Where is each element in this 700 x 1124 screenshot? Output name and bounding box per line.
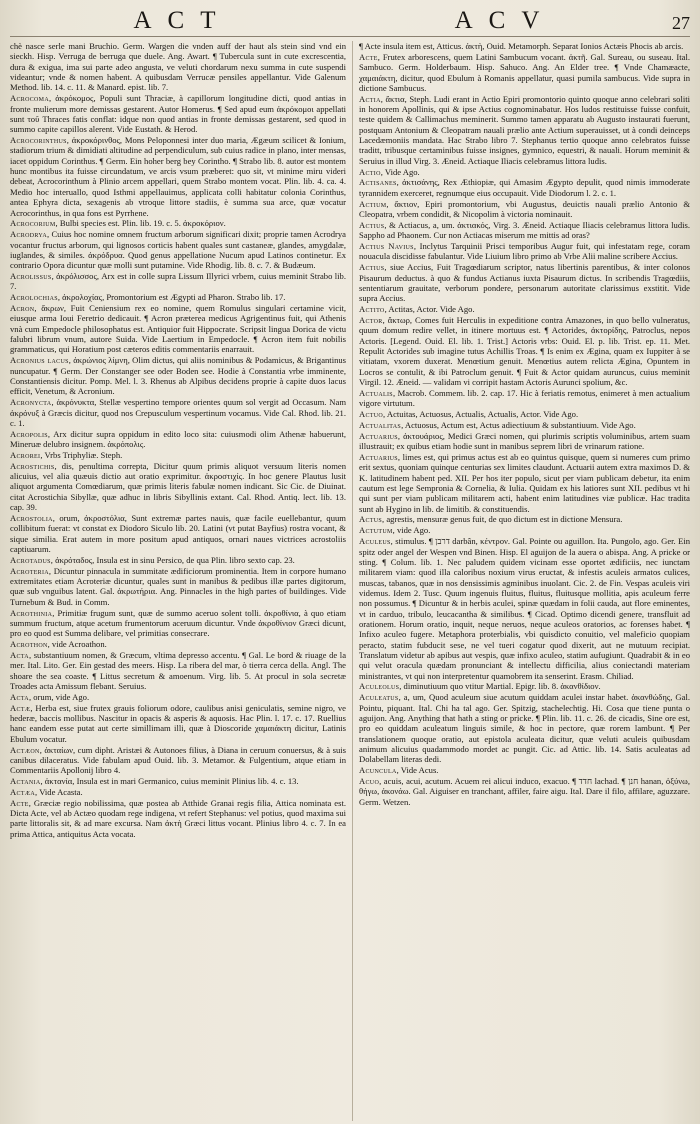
entry-headword: Acta <box>10 649 29 660</box>
dictionary-entry: Acuncula, Vide Acus. <box>359 765 439 776</box>
dictionary-entry: Actia, ἄκτια, Steph. Ludi erant in Actio Epiri promontorio quinto quoque anno celebrari soliti in honorem Apollinis, qui & ipse Actius cognominabatur. Hos ludos restituisse fuisse confuit, teste quidem & Callimachus meminerit. Summo tamen apparatu ab Augusto instaurati fuerunt, postquam Antonium & Cleopatram nauali prælio ante Actium superauisset, ut à condi deinceps Lacedæmoniis mandata. Hac Strabo libro 7. Stephanus tertio quoque anno celebratos fuisse traditt, tribusque certaminibus fuisse insignes, gymnico, equestri, & nauali. Horum meminit & Seruius in illud Virg. 3. Æneid. Actiaque Iliacis celebramus littora ludis. <box>359 93 690 166</box>
dictionary-entry: Acta, substantiuum nomen, & Græcum, vltima depresso accentu. ¶ Gal. Le bord & riuage de la mer. Ital. Lito. Ger. Ein gestad des meers. Hisp. La ribera del mar, ò tierra cerca della. Angl. The shoare the sea coaste. ¶ Littus secretum & amoenum. Virg. lib. 5. At procul in sola secretæ Troades acta Amissum flebant. Seruius. <box>10 649 347 691</box>
entry-text: Arx dicitur supra oppidum in edito loco sita: cuiusmodi olim Athenæ habuerunt, Mineruæ delubro insignem. ἀκρόπολις. <box>10 428 347 450</box>
entry-headword: Acrothinia <box>10 607 53 618</box>
entry-headword: Acrothon <box>10 639 48 650</box>
entry-headword: Acte <box>359 51 378 62</box>
entry-text: Frutex arborescens, quem Latini Sambucum vocant. ἀκτῆ. Gal. Sureau, ou suseau. Ital. Sambuco. Germ. Holderbaum. Hisp. Sahuco. Ang. An Elder tree. ¶ Vnde Chamæacte, χαμαιάκτη, dicitur, quod Ebulum à Romanis appellatur, quasi pumila sambucus. Vide supra in dictione Sambucus. <box>359 51 690 93</box>
entry-text: & Actiacus, a, um. ἀκτιακός, Virg. 3. Æneid. Actiaque Iliacis celebramus littora ludis. Sappho ad Phaonem. Cur non Actiacas miserum me mittis ad oras? <box>359 219 690 241</box>
entry-text: Primitiæ frugum sunt, quæ de summo aceruo solent tolli. ἀκροθίνια, à quo etiam summum fructum, atque acetum frumentorum aceruum dicuntur. Vnde ἀκροθίνιον Græci dicunt, pro eo quod est Summa delibare, vel primitias consecrare. <box>10 607 346 639</box>
entry-text: ἀκτανία, Insula est in mari Germanico, cuius meminit Plinius lib. 4. c. 13. <box>44 776 299 787</box>
dictionary-entry: Aculeolus, diminutiuum quo vtitur Martial. Epigr. lib. 8. ἀκανθίδιον. <box>359 681 601 692</box>
page-number: 27 <box>672 13 690 33</box>
entry-headword: Acuncula <box>359 765 397 776</box>
entry-text: vide Acroathon. <box>51 639 107 650</box>
entry-headword: Actium <box>359 198 387 209</box>
dictionary-entry: Acropolis, Arx dicitur supra oppidum in edito loco sita: cuiusmodi olim Athenæ habuerunt, Mineruæ delubro insignem. ἀκρόπολις. <box>10 428 347 450</box>
entry-headword: Acrocorium <box>10 218 56 229</box>
dictionary-entry: Acrodrya, Cuius hoc nomine omnem fructum arborum significari dixit; proprie tamen Acrodrya vocantur fructus arborum, qui lignosos corticis habent quales sunt castaneæ, glandes, amygdalæ, iuglandes, & similes. ἀκρόδρυα. Quod genus appellatione Nucum apud Latinos continetur. Ex contrario Opora dicuntur quæ molli sunt putamine. Vide Rhodig. lib. 8. c. 7. & Budæum. <box>10 229 346 271</box>
dictionary-entry: Actus, agrestis, mensuræ genus fuit, de quo dictum est in dictione Mensura. <box>359 514 623 525</box>
entry-headword: Acta <box>10 691 29 702</box>
dictionary-entry: Acron, ἄκρων, Fuit Ceniensium rex eo nomine, quem Romulus singulari certamine vicit, eiusque arma Ioui Feretrio dedicauit. ¶ Acron præterea medicus Agrigentinus fuit, qui Athenis vnà cum Empedocle philosophatus est. Antiquior fuit Hippocrate. Scripsit lingua Dorica de victu falubri librum vnum, autore Suida. Vide Laertium in Empedocle. ¶ Acron item fuit nobilis grammaticus, qui Horatium post cæteros editis commentariis enarrauit. <box>10 303 347 355</box>
dictionary-entry: Acronycta, ἀκρόνυκτα, Stellæ vespertino tempore orientes quum sol vergit ad Occasum. Nam ἀκρόνυξ à Græcis dicitur, quod nos Crepusculum vespertinum vocamus. Vide Cal. Rhod. lib. 21. c. 1. <box>10 397 346 428</box>
entry-text: ἀκρόνυκτα, Stellæ vespertino tempore orientes quum sol vergit ad Occasum. Nam ἀκρόνυξ à Græcis dicitur, quod nos Crepusculum vespertinum vocamus. Vide Cal. Rhod. lib. 21. c. 1. <box>10 397 346 428</box>
dictionary-entry: Acroteria, Dicuntur pinnacula in summitate ædificiorum prominentia. Item in corpore humano extremitates etiam Acroteriæ dicuntur, quales sunt in manibus & pedibus illæ partes digitorum, quæ sub vnguibus latent. Gal. ἀκρωτήρια. Ang. Pinnacles in the high partes of buildinges. Vide Turnebum & Bud. in Comm. <box>10 565 346 607</box>
dictionary-entry: Actæa, Vide Acasta. <box>10 786 83 797</box>
dictionary-entry: Actania, ἀκτανία, Insula est in mari Germanico, cuius meminit Plinius lib. 4. c. 13. <box>10 776 299 787</box>
entry-text: Vide Acus. <box>400 765 439 776</box>
dictionary-entry: Acrolissus, ἀκρόλισσος, Arx est in colle supra Lissum Illyrici vrbem, cuius meminit Strabo lib. 7. <box>10 271 347 292</box>
entry-text: stimulus. ¶ דרבן darbân, κέντρον. Gal. Pointe ou aguillon. Ita. Pungolo, ago. Ger. Ein spitz oder angel der Wespen vnd Binen. Hisp. El aguijon de la auera o abispa. Ang. A pricke or sting. ¶ Colum. lib. 1. Nec paludem quidem vicinam esse oportet ædificiis, nec iunctam militarem viam: quod illa caloribus noxium virus eructat, & infestis aculeis armatos culices, muscas, tabanos, quæ in nos densissimis agminibus inuolant. Cic. 2. de Fin. Vespas aculeis viri videmus. Idem 2. Tusc. Quum ingenuis fluitus, fluitus, fluitusque mollitia, apis aculeum ferre non possumus. ¶ Dicuntur & in herbis aculei, spinæ quædam in folii cauda, aut flore eminentes, vt in carduo, tribulo, leucacantha & similibus. ¶ Cicad. Optimo dicendi genere, transfluit ad orationem. Horum oratio, inquit, neque neruos, neque aculeos oratorios, ac forenses habet. ¶ Infixo aculeo fugere. Metaphora proterbialis, vbi quisdicto conuitio, vel maleficio quopiam peracto, statim fubducit sese, ne vel tueri cogatur quod dixerit, aut ne mutuum recipiat. Translatum videtur ab apibus aut vespis, quæ infixo aculeo, statim aufugiunt. Quadrabit & in eo qui velut oracula quædam pronunciant & intellectu difficilia, alius coniectandi materiam ministrantes, vt qui non interpretentur quamobrem ita senserint. Erasm. Chiliad. <box>359 536 690 681</box>
dictionary-entry: Acuo, acuis, acui, acutum. Acuem rei alicui induco, exacuo. ¶ חדד lachad. ¶ חנן hanan, ὀξύνω, θήγω, ἀκονάω. Gal. Aiguiser en tranchant, affiler, faire aigu. Ital. Dare il filo, affilare, aguzzare. Germ. Wetzen. <box>359 776 690 807</box>
entry-text: Cuius hoc nomine omnem fructum arborum significari dixit; proprie tamen Acrodrya vocantur fructus arborum, qui lignosos corticis habent quales sunt castaneæ, glandes, amygdalæ, iuglandes, & similes. ἀκρόδρυα. Quod genus appellatione Nucum apud Latinos continetur. Ex contrario Opora dicuntur quæ molli sunt putamine. Vide Rhodig. lib. 8. c. 7. & Budæum. <box>10 229 346 271</box>
entry-text: ἄκρων, Fuit Ceniensium rex eo nomine, quem Romulus singulari certamine vicit, eiusque arma Ioui Feretrio dedicauit. ¶ Acron præterea medicus Agrigentinus fuit, qui Athenis vnà cum Empedocle philosophatus est. Antiquior fuit Hippocrate. Scripsit lingua Dorica de victu falubri librum vnum, autore Suida. Vide Laertium in Empedocle. ¶ Acron item fuit nobilis grammaticus, qui Horatium post cæteros editis commentariis enarrauit. <box>10 303 347 355</box>
dictionary-entry: Acrolochias, ἀκρολοχίας, Promontorium est Ægypti ad Pharon. Strabo lib. 17. <box>10 292 286 303</box>
entry-text: ἀκρόλισσος, Arx est in colle supra Lissum Illyrici vrbem, cuius meminit Strabo lib. 7. <box>10 271 347 292</box>
entry-text: limes est, qui primus actus est ab eo quintus quisque, quem si numeres cum primo erit sextus, quoniam quinque centurias sex limites claudunt. Actuarii autem extra maximos D. & K. latitudinem habent ped. XII. Per hos iter populo, sicut per viam publicam debetur, ita enim cautum est lege Sempronia & Cornelia, & Iulia. Quidam ex his latiores sunt XII. pedibus vt hi qui sunt per viam publicam militarem acti, habent enim latitudines viæ publicæ. Hac tradita sunt ab Hygino in lib. de limitib. & constituendis. <box>359 451 690 514</box>
dictionary-entry: Acte, Græciæ regio nobilissima, quæ postea ab Atthide Granai regis filia, Attica nominata est. Dicta Acte, vel ab Actæo quodam rege indigena, vt refert Stephanus: vel potius, quod maxima sui parte littoralis sit, & ad mare excursa. Nam ἀκτὴ Græci littus vocant. Plinius libro 4. c. 7. In ea prima Attica, antiquitus Acta vocata. <box>10 797 347 839</box>
entry-headword: Acropolis <box>10 428 48 439</box>
entry-text: orum, ἀκροστόλια, Sunt extremæ partes nauis, quæ facile euellebantur, quum collibitum fuerat: vt constat ex Diodoro Siculo lib. 20. Latini (vt putat Bayfius) rostra vocant, & sique similia. Erat autem in more positum apud antiquos, ornari naues victrices acrostoliis captiuarum. <box>10 512 346 554</box>
dictionary-entry: Actuo, Actuitas, Actuosus, Actualis, Actualis, Actor. Vide Ago. <box>359 409 579 420</box>
dictionary-entry: Acrothon, vide Acroathon. <box>10 639 107 650</box>
entry-headword: Aculeatus <box>359 692 399 703</box>
entry-text: ἄκτωρ, Comes fuit Herculis in expeditione contra Amazones, in quo bello vulneratus, quum domum redire vellet, in itinere mortuus est. ¶ Actorides, ἀκτορίδης, Patroclus, nepos Actoris. [Legend. Ouid. El. lib. 1. Trist.] Actoris vrbs: Ouid. El. p. lib. Trist. ep. 11. Met. Repulit Actorides sub imagine tutus Achillis Troas. ¶ Is enim ex Ægina, quam ex Iuppiter à se vitiatam, vxorem duxerat. Menœtium genuit. Menœtius autem relicta Ægina, Opuntem in Locros se contulit, & ibi Patroclum genuit. ¶ Fuit & Actor quidam auruncus, cuius meminit Virgil. 12. Æneid. — validam vi corripit hastam Actoris Aurunci spolium, &c. <box>359 314 690 387</box>
entry-headword: Actualis <box>359 387 393 398</box>
dictionary-entry: Actualis, Macrob. Commem. lib. 2. cap. 17. Hic à feriatis remotus, enimeret à men actualium vigore virtutum. <box>359 387 690 409</box>
dictionary-entry: Actio, Vide Ago. <box>359 166 420 177</box>
entry-text: diminutiuum quo vtitur Martial. Epigr. lib. 8. ἀκανθίδιον. <box>403 681 601 692</box>
entry-headword: Actualitas <box>359 419 402 430</box>
entry-text: Vide Acasta. <box>39 786 83 797</box>
entry-headword: Actio <box>359 166 381 177</box>
dictionary-entry: Actæon, ἀκταίων, cum dipht. Aristæi & Autonoes filius, à Diana in ceruum conuersus, & à suis canibus dilaceratus. Vide fabulam apud Ouid. lib. 3. Metamor. & Fulgentium, atque etiam in Commentariis Apollonij libro 4. <box>10 744 347 776</box>
entry-headword: Actæ <box>10 702 31 713</box>
entry-headword: Actius Navius <box>359 241 414 252</box>
entry-text: Macrob. Commem. lib. 2. cap. 17. Hic à feriatis remotus, enimeret à men actualium vigore virtutum. <box>359 387 690 409</box>
dictionary-entry: Acrocorium, Bulbi species est. Plin. lib. 19. c. 5. ἀκροκόριον. <box>10 218 226 229</box>
entry-text: chè nasce serle mani Bruchio. Germ. Wargen die vnden auff der haut als stein sind vnd ein sieckh. Hisp. Verruga de berruga que duele. Ang. Awart. ¶ Tubercula sunt in cute excrescentia, dura & exigua, ima sui parte adeo angusta, ve veluti chordarum nexu summa in cute suspendi videantur; vnde & nomen habent. A quibusdam Verrucæ pensiles appellantur. Vide Galenum Method. lib. 14. c. 11. & Manard. epist. lib. 7. <box>10 41 346 93</box>
entry-headword: Actæa <box>10 786 36 797</box>
entry-headword: Actuarius <box>359 430 398 441</box>
dictionary-entry: Acte, Frutex arborescens, quem Latini Sambucum vocant. ἀκτῆ. Gal. Sureau, ou suseau. Ital. Sambuco. Germ. Holderbaum. Hisp. Sahuco. Ang. An Elder tree. ¶ Vnde Chamæacte, χαμαιάκτη, dicitur, quod Ebulum à Romanis appellatur, quasi pumila sambucus. Vide supra in dictione Sambucus. <box>359 51 690 93</box>
dictionary-entry: Actito, Actitas, Actor. Vide Ago. <box>359 304 475 315</box>
right-column <box>352 41 690 1121</box>
entry-headword: Acrocoma <box>10 93 49 104</box>
entry-headword: Acrostolia <box>10 512 53 523</box>
entry-headword: Actæon <box>10 744 40 755</box>
entry-text: ἀκτουάριος, Medici Græci nomen, qui plurimis scriptis voluminibus, artem suam illustrauit; ex quibus etiam hodie sunt in manibus seprem libri de vrinarum ratione. <box>359 430 690 452</box>
entry-headword: Aculeus <box>359 536 391 547</box>
entry-headword: Acron <box>10 303 35 314</box>
dictionary-entry: Acrorei, Vrbs Triphyliæ. Steph. <box>10 449 123 460</box>
entry-headword: Actisanes <box>359 177 397 188</box>
entry-headword: Acrocorinthus <box>10 135 67 146</box>
entry-text: Inclytus Tarquinii Prisci temporibus Augur fuit, qui infestatam rege, coram nouacula discidisse fabulantur. Vide Liuium libro primo ab Vrbe Alii maline scribere Accius. <box>359 241 690 262</box>
entry-headword: Acrolochias <box>10 292 58 303</box>
entry-text: a, um, Quod aculeum siue acutum quiddam aculei instar habet. ἀκανθώδης, Gal. Pointu, piquant. Ital. Chi ha tal ago. Ger. Spitzig, stachelechtig. Hi. Cosa que tiene punta o aguijon. Ang. Anything that hath a sting or pricke. ¶ Plin. lib. 11. c. 26. de cicadis, Sine ore est, pro eo quiddam aculeatum linguis simile, & hoc in pectore, quæ rorem lambunt. ¶ Per translationem quoque oratio, aut epistola aculeata dicitur, quæ veluti aculeis quibusdam animum alicuius quadammodo mordet ac pungit. Cic. ad Attic. lib. 14. Satis aculeatas ad Dolabellam literas dedi. <box>359 692 690 765</box>
dictionary-entry: Acta, orum, vide Ago. <box>10 691 90 702</box>
entry-text: ἀκρόκομος, Populi sunt Thraciæ, à capillorum longitudine dicti, quod antias in fronte mulierum more demissas gestarent. Autor Homerus. ¶ Sed apud eum ἀκρόκομοι appellati sunt τοῦ Thraces fatis conflat: idque non quod antias in fronte demissas gestarent, sed quod in summo capite capillos alerent. Vide Eustath. & Herod. <box>10 93 346 135</box>
entry-headword: Acrodrya <box>10 229 47 240</box>
dictionary-entry: Actius, siue Accius, Fuit Tragœdiarum scriptor, natus libertinis parentibus, & inter colonos Pisaurum deductus. à quo & fundus Actianus iuxta Pisaurum dictus. In scribendis Tragœdiis, sententiarum grauitate, verborum pondere, personarum autoritate clarissimus exstitit. Vide supra Accius. <box>359 262 690 304</box>
entry-headword: Acronius lacus <box>10 355 69 366</box>
entry-text: ἀκτισάνης, Rex Æthiopiæ, qui Amasim Ægypto depulit, quod nimis immoderate tyrannidem exerceret, regnumque eius occupauit. Vide Diodorum l. 2. c. 1. <box>359 177 690 198</box>
entry-headword: Aculeolus <box>359 681 400 692</box>
entry-headword: Acronycta <box>10 397 52 408</box>
entry-text: substantiuum nomen, & Græcum, vltima depresso accentu. ¶ Gal. Le bord & riuage de la mer. Ital. Lito. Ger. Ein gestad des meers. Hisp. La ribera del mar, ò tierra cerca della. Angl. The shoare the sea coaste. ¶ Littus secretum & amoenum. Virg. lib. 5. At procul in sola secretæ Troades acta Amissum flebant. Seruius. <box>10 649 347 691</box>
entry-text: Actuitas, Actuosus, Actualis, Actualis, Actor. Vide Ago. <box>386 409 579 420</box>
entry-headword: Actito <box>359 304 385 315</box>
dictionary-entry: Acrothinia, Primitiæ frugum sunt, quæ de summo aceruo solent tolli. ἀκροθίνια, à quo etiam summum fructum, atque acetum frumentorum aceruum dicuntur. Vnde ἀκροθίνιον Græci dicunt, pro eo quod est Summa delibare, vel primitias consecrare. <box>10 607 346 639</box>
entry-text: Græciæ regio nobilissima, quæ postea ab Atthide Granai regis filia, Attica nominata est. Dicta Acte, vel ab Actæo quodam rege indigena, vt refert Stephanus: vel potius, quod maxima sui parte littoralis sit, & ad mare excursa. Nam ἀκτὴ Græci littus vocant. Plinius libro 4. c. 7. In ea prima Attica, antiquitus Acta vocata. <box>10 797 347 839</box>
entry-text: siue Accius, Fuit Tragœdiarum scriptor, natus libertinis parentibus, & inter colonos Pisaurum deductus. à quo & fundus Actianus iuxta Pisaurum dictus. In scribendis Tragœdiis, sententiarum grauitate, verborum pondere, personarum autoritate clarissimus exstitit. Vide supra Accius. <box>359 262 690 304</box>
entry-text: Herba est, siue frutex grauis foliorum odore, caulibus anisi geniculatis, semine nigro, ve hederæ, baccis mollibus. Nascitur in opacis & asperis & aquosis. Hac Plin. l. 17. c. 17. Ruellius hanc eandem esse putat aut certe simillimam illi, quæ à Dioscoride χαμαιάκτη dicitur, Latinis Ebulum vocatur. <box>10 702 346 744</box>
dictionary-entry: Actuarius, ἀκτουάριος, Medici Græci nomen, qui plurimis scriptis voluminibus, artem suam illustrauit; ex quibus etiam hodie sunt in manibus seprem libri de vrinarum ratione. <box>359 430 690 452</box>
entry-text: ἀκταίων, cum dipht. Aristæi & Autonoes filius, à Diana in ceruum conuersus, & à suis canibus dilaceratus. Vide fabulam apud Ouid. lib. 3. Metamor. & Fulgentium, atque etiam in Commentariis Apollonij libro 4. <box>10 744 347 776</box>
dictionary-entry: Actium, ἄκτιον, Epiri promontorium, vbi Augustus, deuictis nauali prælio Antonio & Cleopatra, vrbem condidit, & Nicopolim à victoria nominauit. <box>359 198 690 219</box>
entry-text: ἄκτια, Steph. Ludi erant in Actio Epiri promontorio quinto quoque anno celebrari soliti in honorem Apollinis, qui & ipse Actius cognominabatur. Hos ludos restituisse fuisse confuit, teste quidem & Callimachus meminerit. Summo tamen apparatu ab Augusto instaurati fuerunt, postquam Antonium & Cleopatram nauali prælio ante Actium superauisset, ut à condi deinceps Lacedæmoniis mandata. Hac Strabo libro 7. Stephanus tertio quoque anno celebratos fuisse traditt, tribusque certaminibus fuisse insignes, gymnico, equestri, & nauali. Horum meminit & Seruius in illud Virg. 3. Æneid. Actiaque Iliacis celebramus littora ludis. <box>359 93 690 166</box>
entry-text: ἀκρώνιος λίμνη, Olim dictus, qui aliis nominibus & Podamicus, & Brigantinus nuncupatur. ¶ Germ. Der Constanger see oder Boden see. Hodie à Constantia vrbe imminente, Constantiensis dicitur. Pomp. Mel. l. 3. Rhenus ab Alpibus decidens proprie à capite duos lacus efficit, Venetum, & Acronium. <box>10 355 347 397</box>
entry-text: Actitas, Actor. Vide Ago. <box>388 304 475 315</box>
entry-headword: Actor <box>359 314 383 325</box>
dictionary-entry: Actualitas, Actuosus, Actum est, Actus adiectiuum & substantiuum. Vide Ago. <box>359 419 636 430</box>
entry-headword: Acrorei <box>10 449 41 460</box>
dictionary-entry: Actor, ἄκτωρ, Comes fuit Herculis in expeditione contra Amazones, in quo bello vulneratus, quum domum redire vellet, in itinere mortuus est. ¶ Actorides, ἀκτορίδης, Patroclus, nepos Actoris. [Legend. Ouid. El. lib. 1. Trist.] Actoris vrbs: Ouid. El. p. lib. Trist. ep. 11. Met. Repulit Actorides sub imagine tutus Achillis Troas. ¶ Is enim ex Ægina, quam ex Iuppiter à se vitiatam, vxorem duxerat. Menœtium genuit. Menœtius autem relicta Ægina, Opuntem in Locros se contulit, & ibi Patroclum genuit. ¶ Fuit & Actor quidam auruncus, cuius meminit Virgil. 12. Æneid. — validam vi corripit hastam Actoris Aurunci spolium, &c. <box>359 314 690 387</box>
entry-text: orum, vide Ago. <box>33 691 90 702</box>
running-header <box>10 6 690 37</box>
entry-text: ¶ Acte insula item est, Atticus. ἀκτὴ, Ouid. Metamorph. Separat Ionios Actæis Phocis ab arcis. <box>359 41 684 51</box>
two-column-body <box>10 41 690 1121</box>
entry-headword: Acroteria <box>10 565 49 576</box>
dictionary-entry <box>359 41 690 51</box>
entry-text: ἄκτιον, Epiri promontorium, vbi Augustus, deuictis nauali prælio Antonio & Cleopatra, vrbem condidit, & Nicopolim à victoria nominauit. <box>359 198 690 219</box>
entry-text: Dicuntur pinnacula in summitate ædificiorum prominentia. Item in corpore humano extremitates etiam Acroteriæ dicuntur, quales sunt in manibus & pedibus illæ partes digitorum, quæ sub vnguibus latent. Gal. ἀκρωτήρια. Ang. Pinnacles in the high partes of buildinges. Vide Turnebum & Bud. in Comm. <box>10 565 346 607</box>
entry-text: ἀκρόταδος, Insula est in sinu Persico, de qua Plin. libro sexto cap. 23. <box>55 554 295 565</box>
dictionary-entry <box>10 41 346 93</box>
entry-text: acuis, acui, acutum. Acuem rei alicui induco, exacuo. ¶ חדד lachad. ¶ חנן hanan, ὀξύνω, θήγω, ἀκονάω. Gal. Aiguiser en tranchant, affiler, faire aigu. Ital. Dare il filo, affilare, aguzzare. Germ. Wetzen. <box>359 776 690 807</box>
entry-headword: Actuo <box>359 409 384 420</box>
dictionary-entry: Actutum, vide Ago. <box>359 525 431 536</box>
entry-headword: Acuo <box>359 776 380 787</box>
entry-headword: Actutum <box>359 525 393 536</box>
entry-headword: Acrotadus <box>10 554 51 565</box>
dictionary-entry: Acrotadus, ἀκρόταδος, Insula est in sinu Persico, de qua Plin. libro sexto cap. 23. <box>10 554 295 565</box>
entry-text: dis, penultima correpta, Dicitur quum primis aliquot versuum literis nomen alicuius, vel alia quæuis dictio aut oratio exprimitur. ἀκροστιχίς. In hoc genere Plautus lusit aliquot argumenta Comœdiarum, quæ primis literis fabulæ nomen indicant. Sic Cic. de Diuinat. citat Acrostichia Sibyllæ, quæ adhuc in libris Sibyllinis extant. Cal. Rhod. Antiq. lect. lib. 13. cap. 39. <box>10 460 346 513</box>
dictionary-entry: Actisanes, ἀκτισάνης, Rex Æthiopiæ, qui Amasim Ægypto depulit, quod nimis immoderate tyrannidem exerceret, regnumque eius occupauit. Vide Diodorum l. 2. c. 1. <box>359 177 690 198</box>
entry-headword: Actus <box>359 514 383 525</box>
dictionary-entry: Acrocoma, ἀκρόκομος, Populi sunt Thraciæ, à capillorum longitudine dicti, quod antias in fronte mulierum more demissas gestarent. Autor Homerus. ¶ Sed apud eum ἀκρόκομοι appellati sunt τοῦ Thraces fatis conflat: idque non quod antias in fronte demissas gestarent, sed quod in summo capite capillos alerent. Vide Eustath. & Herod. <box>10 93 346 135</box>
entry-headword: Acte <box>10 797 29 808</box>
dictionary-entry: Acrocorinthus, ἀκροκόρινθος, Mons Peloponnesi inter duo maria, Ægæum scilicet & Ionium, stadiorum trium & dimidiati altitudine ad perpendiculum, sub cuius radice in plano, inter mensas, iacet oppidum Corinthus. ¶ Germ. Ein hoher berg bey Corintho. ¶ Strabo lib. 8. autor est montem hunc montibus ita fuisse circundatum, ve arcis vsum præberet: quo sit, vt minime miru videri debeat, Acrocorinthum à Plinio arcem appellari, quem Strabo montem vocat. Plin. lib. 4. ca. 4. Medio hoc interuallo, quod Isthmi appellauimus, applicata colli habitatur colonia Corinthus, antea Ephyra dicta, sexagenis ab vtroque littore stadiis, è summa sua arce, quæ vocatur Acrocorinthus, in qua fons est Pyrrhene. <box>10 135 347 218</box>
dictionary-entry: Acronius lacus, ἀκρώνιος λίμνη, Olim dictus, qui aliis nominibus & Podamicus, & Brigantinus nuncupatur. ¶ Germ. Der Constanger see oder Boden see. Hodie à Constantia vrbe imminente, Constantiensis dicitur. Pomp. Mel. l. 3. Rhenus ab Alpibus decidens proprie à capite duos lacus efficit, Venetum, & Acronium. <box>10 355 347 397</box>
dictionary-entry: Actuarius, limes est, qui primus actus est ab eo quintus quisque, quem si numeres cum primo erit sextus, quoniam quinque centurias sex limites claudunt. Actuarii autem extra maximos D. & K. latitudinem habent ped. XII. Per hos iter populo, sicut per viam publicam debetur, ita enim cautum est lege Sempronia & Cornelia, & Iulia. Quidam ex his latiores sunt XII. pedibus vt hi qui sunt per viam publicam militarem acti, habent enim latitudines viæ publicæ. Hac tradita sunt ab Hygino in lib. de limitib. & constituendis. <box>359 451 690 514</box>
dictionary-entry: Aculeatus, a, um, Quod aculeum siue acutum quiddam aculei instar habet. ἀκανθώδης, Gal. Pointu, piquant. Ital. Chi ha tal ago. Ger. Spitzig, stachelechtig. Hi. Cosa que tiene punta o aguijon. Ang. Anything that hath a sting or pricke. ¶ Plin. lib. 11. c. 26. de cicadis, Sine ore est, pro eo quiddam aculeatum linguis simile, & hoc in pectore, quæ rorem lambunt. ¶ Per translationem quoque oratio, aut epistola aculeata dicitur, quæ veluti aculeis quibusdam animum alicuius quadammodo mordet ac pungit. Cic. ad Attic. lib. 14. Satis aculeatas ad Dolabellam literas dedi. <box>359 692 690 765</box>
entry-text: vide Ago. <box>396 525 431 536</box>
entry-text: agrestis, mensuræ genus fuit, de quo dictum est in dictione Mensura. <box>386 514 623 525</box>
entry-text: Bulbi species est. Plin. lib. 19. c. 5. ἀκροκόριον. <box>59 218 226 229</box>
dictionary-entry: Acrostichis, dis, penultima correpta, Dicitur quum primis aliquot versuum literis nomen alicuius, vel alia quæuis dictio aut oratio exprimitur. ἀκροστιχίς. In hoc genere Plautus lusit aliquot argumenta Comœdiarum, quæ primis literis fabulæ nomen indicant. Sic Cic. de Diuinat. citat Acrostichia Sibyllæ, quæ adhuc in libris Sibyllinis extant. Cal. Rhod. Antiq. lect. lib. 13. cap. 39. <box>10 460 346 513</box>
entry-headword: Actania <box>10 776 41 787</box>
entry-text: Actuosus, Actum est, Actus adiectiuum & substantiuum. Vide Ago. <box>404 419 636 430</box>
dictionary-entry: Acrostolia, orum, ἀκροστόλια, Sunt extremæ partes nauis, quæ facile euellebantur, quum collibitum fuerat: vt constat ex Diodoro Siculo lib. 20. Latini (vt putat Bayfius) rostra vocant, & sique similia. Erat autem in more positum apud antiquos, ornari naues victrices acrostoliis captiuarum. <box>10 512 346 554</box>
entry-text: Vide Ago. <box>384 166 420 177</box>
entry-headword: Actius <box>359 262 385 273</box>
entry-headword: Acrostichis <box>10 460 55 471</box>
dictionary-entry: Actius Navius, Inclytus Tarquinii Prisci temporibus Augur fuit, qui infestatam rege, coram nouacula discidisse fabulantur. Vide Liuium libro primo ab Vrbe Alii maline scribere Accius. <box>359 241 690 262</box>
right-running-head: ACV <box>454 7 556 34</box>
entry-text: ἀκρολοχίας, Promontorium est Ægypti ad Pharon. Strabo lib. 17. <box>62 292 286 303</box>
left-column <box>10 41 352 1121</box>
entry-headword: Actia <box>359 93 381 104</box>
entry-text: Vrbs Triphyliæ. Steph. <box>44 449 123 460</box>
dictionary-entry: Actæ, Herba est, siue frutex grauis foliorum odore, caulibus anisi geniculatis, semine nigro, ve hederæ, baccis mollibus. Nascitur in opacis & asperis & aquosis. Hac Plin. l. 17. c. 17. Ruellius hanc eandem esse putat aut certe simillimam illi, quæ à Dioscoride χαμαιάκτη dicitur, Latinis Ebulum vocatur. <box>10 702 346 744</box>
dictionary-entry: Actius, & Actiacus, a, um. ἀκτιακός, Virg. 3. Æneid. Actiaque Iliacis celebramus littora ludis. Sappho ad Phaonem. Cur non Actiacas miserum me mittis ad oras? <box>359 219 690 241</box>
entry-headword: Acrolissus <box>10 271 52 282</box>
left-running-head: ACT <box>133 7 232 34</box>
entry-text: ἀκροκόρινθος, Mons Peloponnesi inter duo maria, Ægæum scilicet & Ionium, stadiorum trium & dimidiati altitudine ad perpendiculum, sub cuius radice in plano, inter mensas, iacet oppidum Corinthus. ¶ Germ. Ein hoher berg bey Corintho. ¶ Strabo lib. 8. autor est montem hunc montibus ita fuisse circundatum, ve arcis vsum præberet: quo sit, vt minime miru videri debeat, Acrocorinthum à Plinio arcem appellari, quem Strabo montem vocat. Plin. lib. 4. ca. 4. Medio hoc interuallo, quod Isthmi appellauimus, applicata colli habitatur colonia Corinthus, antea Ephyra dicta, sexagenis ab vtroque littore stadiis, è summa sua arce, quæ vocatur Acrocorinthus, in qua fons est Pyrrhene. <box>10 135 347 218</box>
dictionary-entry: Aculeus, stimulus. ¶ דרבן darbân, κέντρον. Gal. Pointe ou aguillon. Ita. Pungolo, ago. Ger. Ein spitz oder angel der Wespen vnd Binen. Hisp. El aguijon de la auera o abispa. Ang. A pricke or sting. ¶ Colum. lib. 1. Nec paludem quidem vicinam esse oportet ædificiis, nec iunctam militarem viam: quod illa caloribus noxium virus eructat, & infestis aculeis armatos culices, muscas, tabanos, quæ in nos densissimis agminibus inuolant. Cic. 2. de Fin. Vespas aculeis viri videmus. Idem 2. Tusc. Quum ingenuis fluitus, fluitus, fluitusque mollitia, apis aculeum ferre non possumus. ¶ Dicuntur & in herbis aculei, spinæ quædam in folii cauda, aut flore eminentes, vt in carduo, tribulo, leucacantha & similibus. ¶ Cicad. Optimo dicendi genere, transfluit ad orationem. Horum oratio, inquit, neque neruos, neque aculeos oratorios, ac forenses habet. ¶ Infixo aculeo fugere. Metaphora proterbialis, vbi quisdicto conuitio, vel maleficio quopiam peracto, statim fubducit sese, ne vel tueri cogatur quod dixerit, aut ne mutuum recipiat. Translatum videtur ab apibus aut vespis, quæ infixo aculeo, statim aufugiunt. Quadrabit & in eo qui velut oracula quædam pronunciant & intellectu difficilia, alius coniectandi materiam ministrantes, vt qui non interpretentur quamobrem ita senserint. Erasm. Chiliad. <box>359 536 690 681</box>
entry-headword: Actuarius <box>359 451 398 462</box>
entry-headword: Actius <box>359 219 385 230</box>
